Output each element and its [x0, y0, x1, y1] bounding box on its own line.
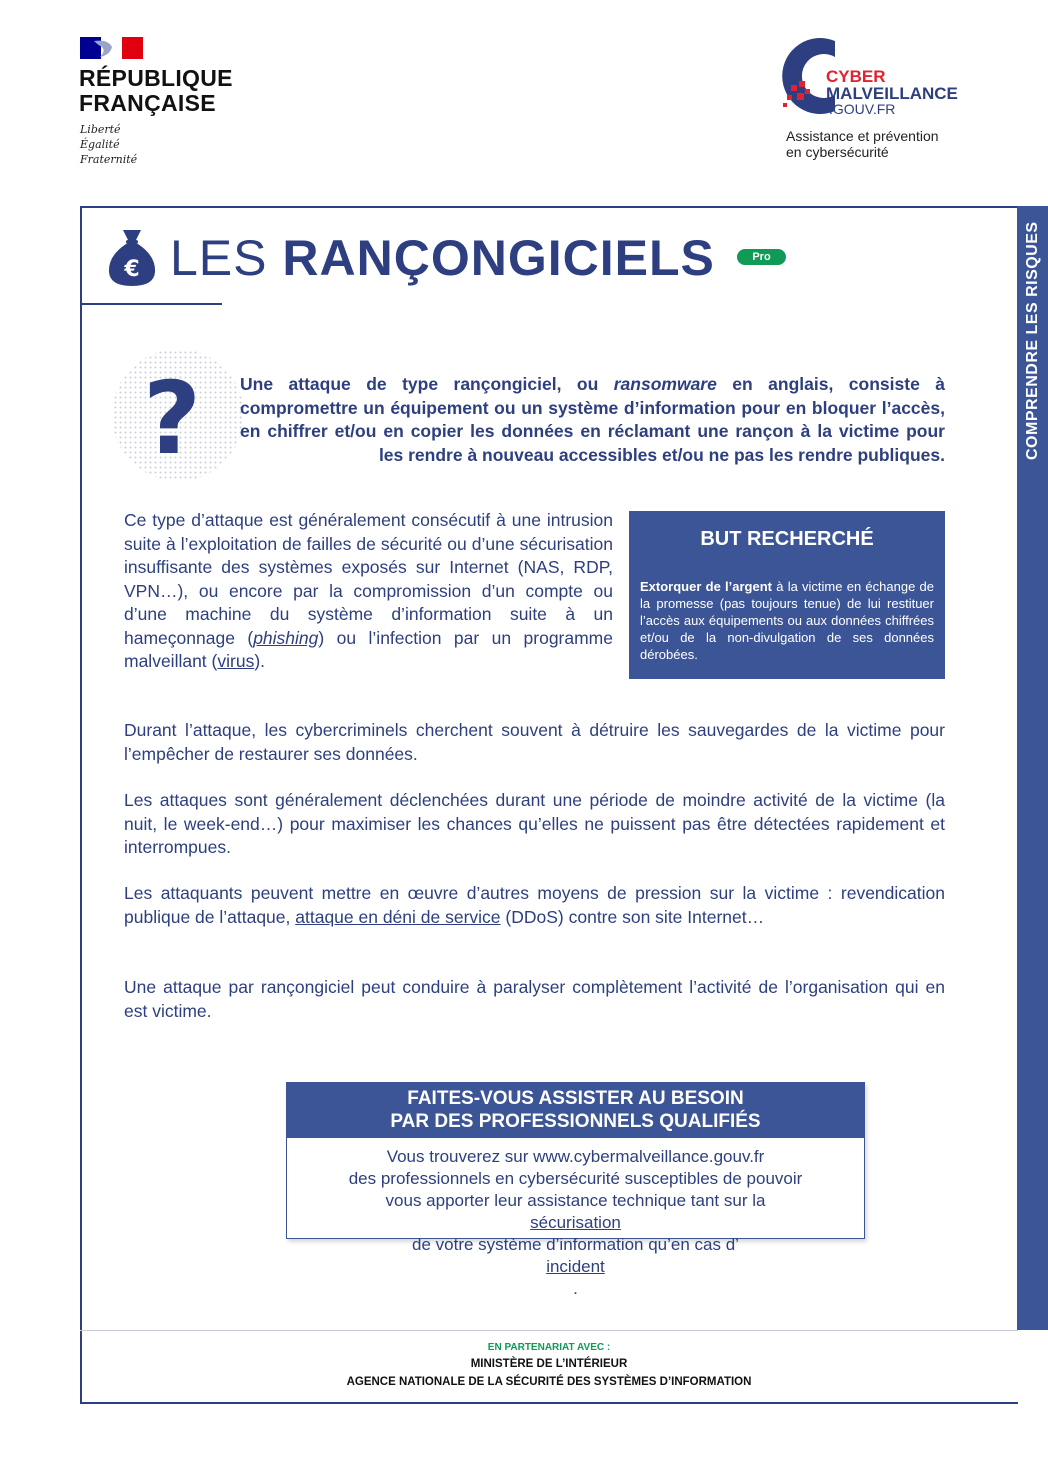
- paragraph-timing: Les attaques sont généralement déclenchées durant une période de moindre activité de la victime (la nuit, le week-end…) pour maximiser les chances qu’elles ne puissent pas être détectées rapidement et interrompues.: [124, 790, 945, 857]
- assist-heading: FAITES-VOUS ASSISTER AU BESOIN PAR DES PROFESSIONNELS QUALIFIÉS: [287, 1083, 864, 1138]
- title-underline: [80, 303, 222, 305]
- intro-definition: Une attaque de type rançongiciel, ou ransomware en anglais, consiste à compromettre un équipement ou un système d’information pour en bloquer l’accès, en chiffrer et/ou en copier les données en réclamant une rançon à la victime pour les rendre à nouveau accessibles et/ou ne pas les rendre publiques.: [240, 374, 945, 465]
- money-bag-icon: [106, 226, 158, 288]
- republic-title: RÉPUBLIQUE FRANÇAISE: [79, 65, 233, 116]
- securisation-link[interactable]: sécurisation: [530, 1213, 621, 1232]
- goal-title: BUT RECHERCHÉ: [700, 528, 874, 550]
- virus-link[interactable]: virus: [217, 651, 255, 671]
- side-category-label: COMPRENDRE LES RISQUES: [1024, 221, 1041, 461]
- svg-text:?: ?: [142, 360, 202, 477]
- brand-tagline: Assistance et prévention en cybersécurité: [786, 128, 939, 160]
- paragraph-pressure: Les attaquants peuvent mettre en œuvre d’autres moyens de pression sur la victime : revendication publique de l’attaque, attaque en déni de service (DDoS) contre son site Internet…: [124, 883, 945, 927]
- goal-box: [629, 511, 945, 679]
- goal-text: Extorquer de l’argent à la victime en échange de la promesse (pas toujours tenue) de lui restituer l’accès aux équipements ou aux données chiffrées et/ou de la non-divulgation de ses données dérobées.: [640, 579, 934, 662]
- page-title: LES RANÇONGICIELS: [170, 230, 715, 286]
- cybermalveillance-brand: CYBER MALVEILLANCE .GOUV.FR: [826, 67, 958, 117]
- svg-text:€: €: [124, 257, 140, 282]
- partners-label: EN PARTENARIAT AVEC :: [487, 1342, 611, 1353]
- footer-divider: [80, 1330, 1018, 1331]
- ddos-link[interactable]: attaque en déni de service: [295, 906, 501, 927]
- pro-badge: Pro: [737, 249, 786, 265]
- assist-body: Vous trouverez sur www.cybermalveillance.gouv.fr des professionnels en cybersécurité susceptibles de pouvoir vous apporter leur assistance technique tant sur la sécurisation de votre système d’information qu’en cas d’ incident .: [287, 1146, 864, 1300]
- assist-box: [286, 1082, 865, 1298]
- frame-top-border: [80, 206, 1018, 208]
- partner-ministry: MINISTÈRE DE L’INTÉRIEUR: [470, 1358, 628, 1370]
- frame-left-border: [80, 206, 82, 1404]
- partner-anssi: AGENCE NATIONALE DE LA SÉCURITÉ DES SYSTÈMES D’INFORMATION: [346, 1376, 752, 1388]
- phishing-link[interactable]: phishing: [253, 627, 319, 648]
- question-mark-icon: [108, 345, 248, 485]
- marianne-flag-logo: [80, 37, 143, 59]
- partners-footer: [80, 1341, 1018, 1391]
- paragraph-backups: Durant l’attaque, les cybercriminels cherchent souvent à détruire les sauvegardes de la victime pour l’empêcher de restaurer ses données.: [124, 720, 945, 764]
- paragraph-impact: Une attaque par rançongiciel peut conduire à paralyser complètement l’activité de l’organisation qui en est victime.: [124, 977, 945, 1021]
- frame-bottom-border: [80, 1402, 1018, 1404]
- republic-motto: Liberté Égalité Fraternité: [80, 123, 138, 166]
- paragraph-attack-origin: Ce type d’attaque est généralement consécutif à une intrusion suite à l’exploitation de failles de sécurité ou d’une sécurisation insuffisante des systèmes exposés sur Internet (NAS, RDP, VPN…), ou encore par la compromission d’un compte ou d’une machine du système d’information suite à un hameçonnage (phishing) ou l’infection par un programme malveillant (virus).: [124, 510, 613, 671]
- incident-link[interactable]: incident: [546, 1257, 605, 1276]
